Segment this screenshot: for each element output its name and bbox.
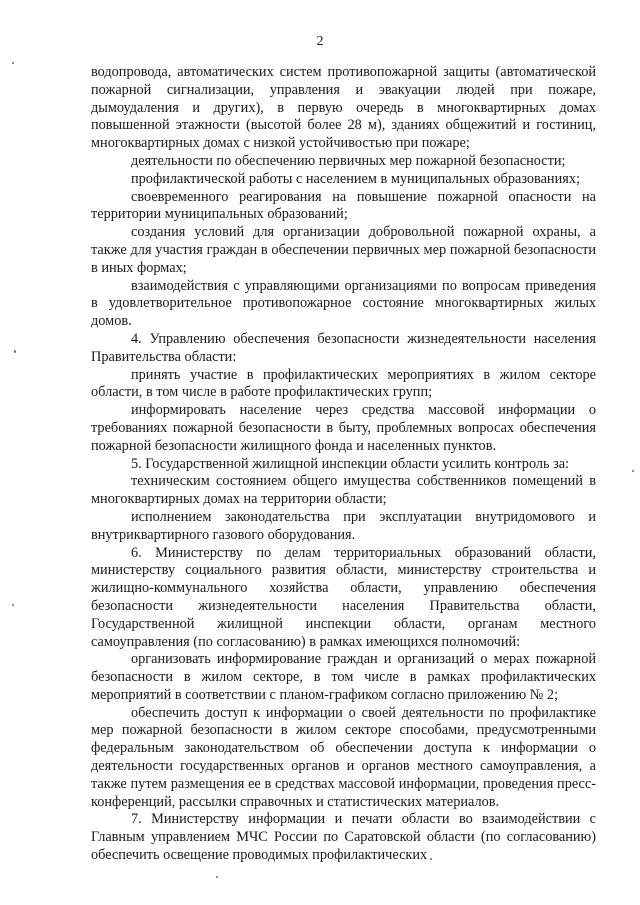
paragraph-item-7: 7. Министерству информации и печати области во взаимодействии с Главным управлением МЧС России по Саратовской области (по согласованию) обеспечить освещение проводимых профилактических <box>91 811 596 864</box>
scan-speck <box>632 470 634 472</box>
paragraph: принять участие в профилактических мероприятиях в жилом секторе области, в том числе в работе профилактических групп; <box>91 366 596 401</box>
paragraph: профилактической работы с населением в муниципальных образованиях; <box>131 170 580 187</box>
paragraph: исполнением законодательства при эксплуатации внутридомового и внутриквартирного газового оборудования. <box>91 508 596 543</box>
scan-speck <box>216 876 218 878</box>
page-number: 2 <box>316 34 324 49</box>
scan-speck <box>430 858 432 860</box>
paragraph: техническим состоянием общего имущества собственников помещений в многоквартирных домах на территории области; <box>91 473 596 508</box>
paragraph: информировать население через средства массовой информации о требованиях пожарной безопасности в быту, проблемных вопросах обеспечения пожарной безопасности жилищного фонда и населенных пунктов. <box>91 402 596 454</box>
paragraph: взаимодействия с управляющими организациями по вопросам приведения в удовлетворительное противопожарное состояние многоквартирных жилых домов. <box>91 277 596 330</box>
paragraph-item-5: 5. Государственной жилищной инспекции области усилить контроль за: <box>131 455 570 472</box>
scan-speck <box>12 62 14 64</box>
paragraph-continuation: водопровода, автоматических систем противопожарной защиты (автоматической пожарной сигнализации, управления и эвакуации людей при пожаре, дымоудаления и других), в первую очередь в многоквартирных домах повышенной этажности (высотой более 28 м), зданиях общежитий и гостиниц, многоквартирных домах с низкой устойчивостью при пожаре; <box>91 64 596 152</box>
paragraph: своевременного реагирования на повышение пожарной опасности на территории муниципальных образований; <box>91 188 596 223</box>
scan-speck <box>12 604 14 606</box>
paragraph: организовать информирование граждан и организаций о мерах пожарной безопасности в жилом секторе, в том числе в рамках профилактических мероприятий в соответствии с планом-графиком согласно приложению № 2; <box>91 651 596 703</box>
document-body <box>91 64 596 865</box>
paragraph: создания условий для организации добровольной пожарной охраны, а также для участия граждан в обеспечении первичных мер пожарной безопасности в иных формах; <box>91 224 596 276</box>
paragraph-item-6: 6. Министерству по делам территориальных образований области, министерству социального развития области, министерству строительства и жилищно-коммунального хозяйства области, управлению обеспечения безопасности жизнедеятельности населения Правительства области, Государственной жилищной инспекции области, органам местного самоуправления (по согласованию) в рамках имеющихся полномочий: <box>91 544 596 650</box>
paragraph: обеспечить доступ к информации о своей деятельности по профилактике мер пожарной безопасности в жилом секторе способами, предусмотренными федеральным законодательством об обеспечении доступа к информации о деятельности государственных органов и органов местного самоуправления, а также путем размещения ее в средствах массовой информации, проведения пресс-конференций, рассылки справочных и статистических материалов. <box>91 704 596 810</box>
scan-speck <box>14 350 16 353</box>
paragraph: деятельности по обеспечению первичных мер пожарной безопасности; <box>131 152 566 169</box>
paragraph-item-4: 4. Управлению обеспечения безопасности жизнедеятельности населения Правительства области: <box>91 330 596 365</box>
